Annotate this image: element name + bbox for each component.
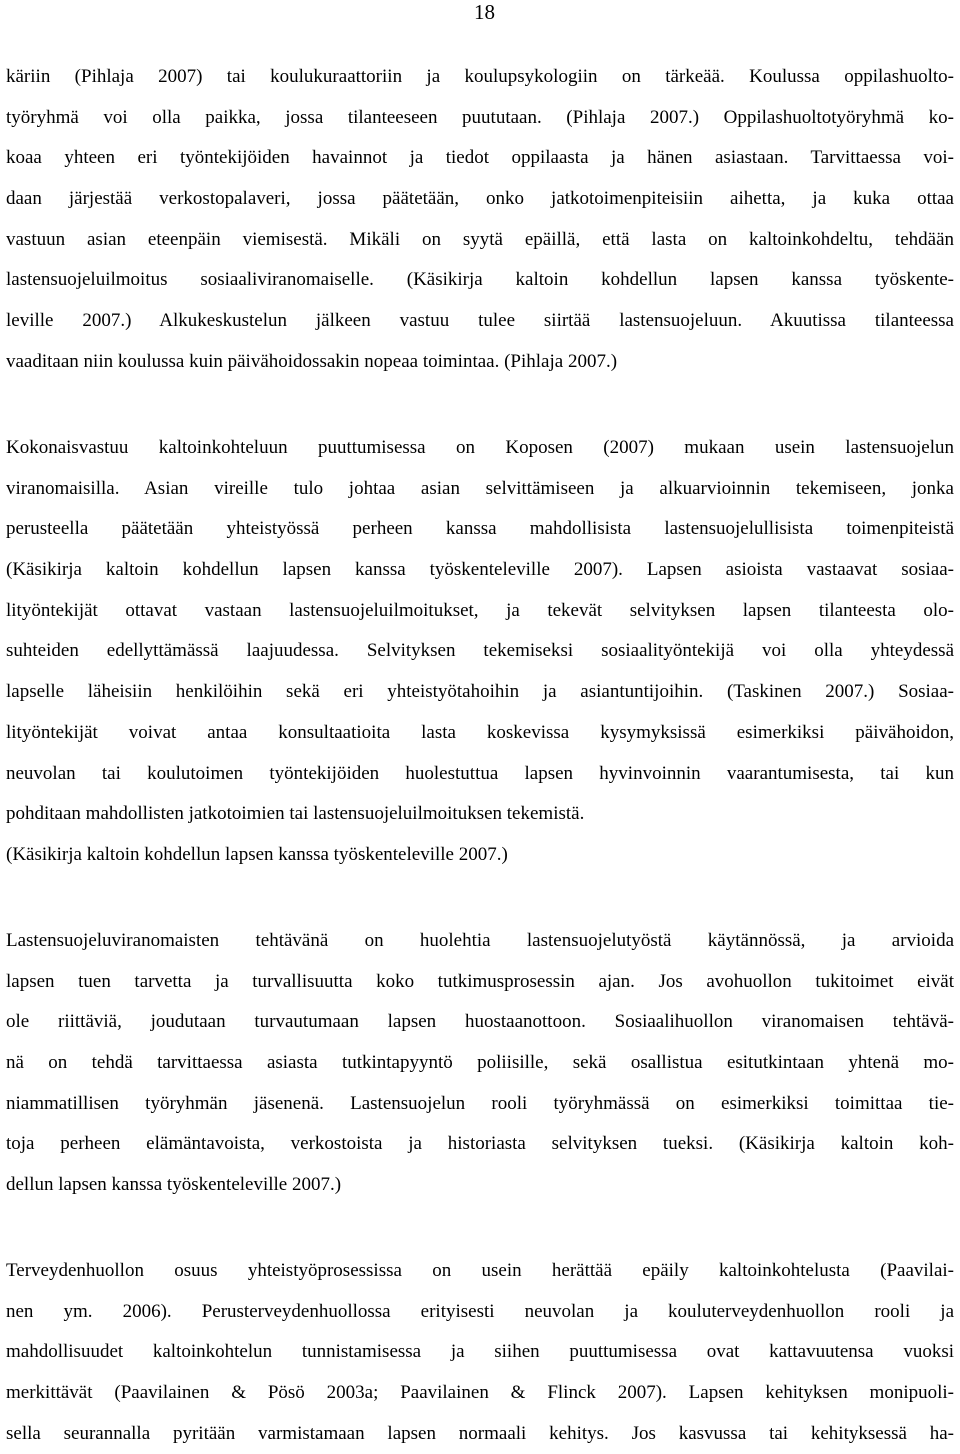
text-line: ole riittäviä, joudutaan turvautumaan lapsen huostaanottoon. Sosiaalihuollon viranomaisen tehtävä-	[6, 1011, 954, 1033]
text-line: lapsen tuen tarvetta ja turvallisuutta koko tutkimusprosessin ajan. Jos avohuollon tukitoimet eivät	[6, 970, 954, 992]
text-line: niammatillisen työryhmän jäsenenä. Lastensuojelun rooli työryhmässä on esimerkiksi toimittaa tie-	[6, 1092, 954, 1114]
text-line: Kokonaisvastuu kaltoinkohteluun puuttumisessa on Koposen (2007) mukaan usein lastensuojelun	[6, 437, 954, 458]
text-line: käriin (Pihlaja 2007) tai koulukuraattoriin ja koulupsykologiin on tärkeää. Koulussa oppilashuolto-	[6, 66, 954, 87]
text-line: mahdollisuudet kaltoinkohtelun tunnistamisessa ja siihen puuttumisessa ovat kattavuutensa vuoksi	[6, 1341, 954, 1363]
text-line: leville 2007.) Alkukeskustelun jälkeen vastuu tulee siirtää lastensuojeluun. Akuutissa tilanteessa	[6, 310, 954, 332]
text-line: Terveydenhuollon osuus yhteistyöprosessissa on usein herättää epäily kaltoinkohtelusta (Paavilai-	[6, 1260, 954, 1281]
text-line: sella seurannalla pyritään varmistamaan lapsen normaali kehitys. Jos kasvussa tai kehityksessä ha-	[6, 1422, 954, 1444]
paragraph-3	[6, 921, 954, 1206]
text-line: merkittävät (Paavilainen & Pösö 2003a; Paavilainen & Flinck 2007). Lapsen kehityksen monipuoli-	[6, 1382, 954, 1404]
text-line: työryhmä voi olla paikka, jossa tilanteeseen puututaan. (Pihlaja 2007.) Oppilashuoltotyöryhmä ko-	[6, 106, 954, 128]
text-line: nä on tehdä tarvittaessa asiasta tutkintapyyntö poliisille, sekä osallistua esitutkintaan yhtenä mo-	[6, 1052, 954, 1074]
text-line: perusteella päätetään yhteistyössä perheen kanssa mahdollisista lastensuojelullisista toimenpiteistä	[6, 518, 954, 540]
text-line: (Käsikirja kaltoin kohdellun lapsen kanssa työskenteleville 2007.)	[6, 843, 508, 865]
text-line: daan järjestää verkostopalaveri, jossa päätetään, onko jatkotoimenpiteisiin aihetta, ja kuka ottaa	[6, 188, 954, 210]
paragraph-4	[6, 1251, 954, 1454]
paragraph-1	[6, 57, 954, 383]
paragraph-2	[6, 428, 954, 876]
text-line: Lastensuojeluviranomaisten tehtävänä on huolehtia lastensuojelutyöstä käytännössä, ja arvioida	[6, 930, 954, 951]
text-line: lityöntekijät ottavat vastaan lastensuojeluilmoitukset, ja tekevät selvityksen lapsen tilanteesta olo-	[6, 599, 954, 621]
text-line: vastuun asian eteenpäin viemisestä. Mikäli on syytä epäillä, että lasta on kaltoinkohdeltu, tehdään	[6, 228, 954, 250]
text-line: toja perheen elämäntavoista, verkostoista ja historiasta selvityksen tueksi. (Käsikirja kaltoin koh-	[6, 1133, 954, 1155]
text-line: viranomaisilla. Asian vireille tulo johtaa asian selvittämiseen ja alkuarvioinnin tekemiseen, jonka	[6, 477, 954, 499]
text-line: lastensuojeluilmoitus sosiaaliviranomaiselle. (Käsikirja kaltoin kohdellun lapsen kanssa työskente-	[6, 269, 954, 291]
text-line: (Käsikirja kaltoin kohdellun lapsen kanssa työskenteleville 2007). Lapsen asioista vastaavat sosiaa-	[6, 559, 954, 581]
text-line: koaa yhteen eri työntekijöiden havainnot ja tiedot oppilaasta ja hänen asiastaan. Tarvittaessa voi-	[6, 147, 954, 169]
text-line: dellun lapsen kanssa työskenteleville 2007.)	[6, 1174, 342, 1196]
text-line: vaaditaan niin koulussa kuin päivähoidossakin nopeaa toimintaa. (Pihlaja 2007.)	[6, 350, 618, 372]
text-line: neuvolan tai koulutoimen työntekijöiden huolestuttua lapsen hyvinvoinnin vaarantumisesta, tai kun	[6, 762, 954, 784]
page-number: 18	[474, 0, 495, 24]
text-line: lityöntekijät voivat antaa konsultaatioita lasta koskevissa kysymyksissä esimerkiksi päivähoidon,	[6, 721, 954, 743]
text-line: suhteiden edellyttämässä laajuudessa. Selvityksen tekemiseksi sosiaalityöntekijä voi olla yhteydessä	[6, 640, 954, 662]
text-line: pohditaan mahdollisten jatkotoimien tai lastensuojeluilmoituksen tekemistä.	[6, 803, 585, 825]
text-line: lapselle läheisiin henkilöihin sekä eri yhteistyötahoihin ja asiantuntijoihin. (Taskinen 2007.) Sosiaa-	[6, 681, 954, 703]
text-line: nen ym. 2006). Perusterveydenhuollossa erityisesti neuvolan ja kouluterveydenhuollon rooli ja	[6, 1300, 954, 1322]
